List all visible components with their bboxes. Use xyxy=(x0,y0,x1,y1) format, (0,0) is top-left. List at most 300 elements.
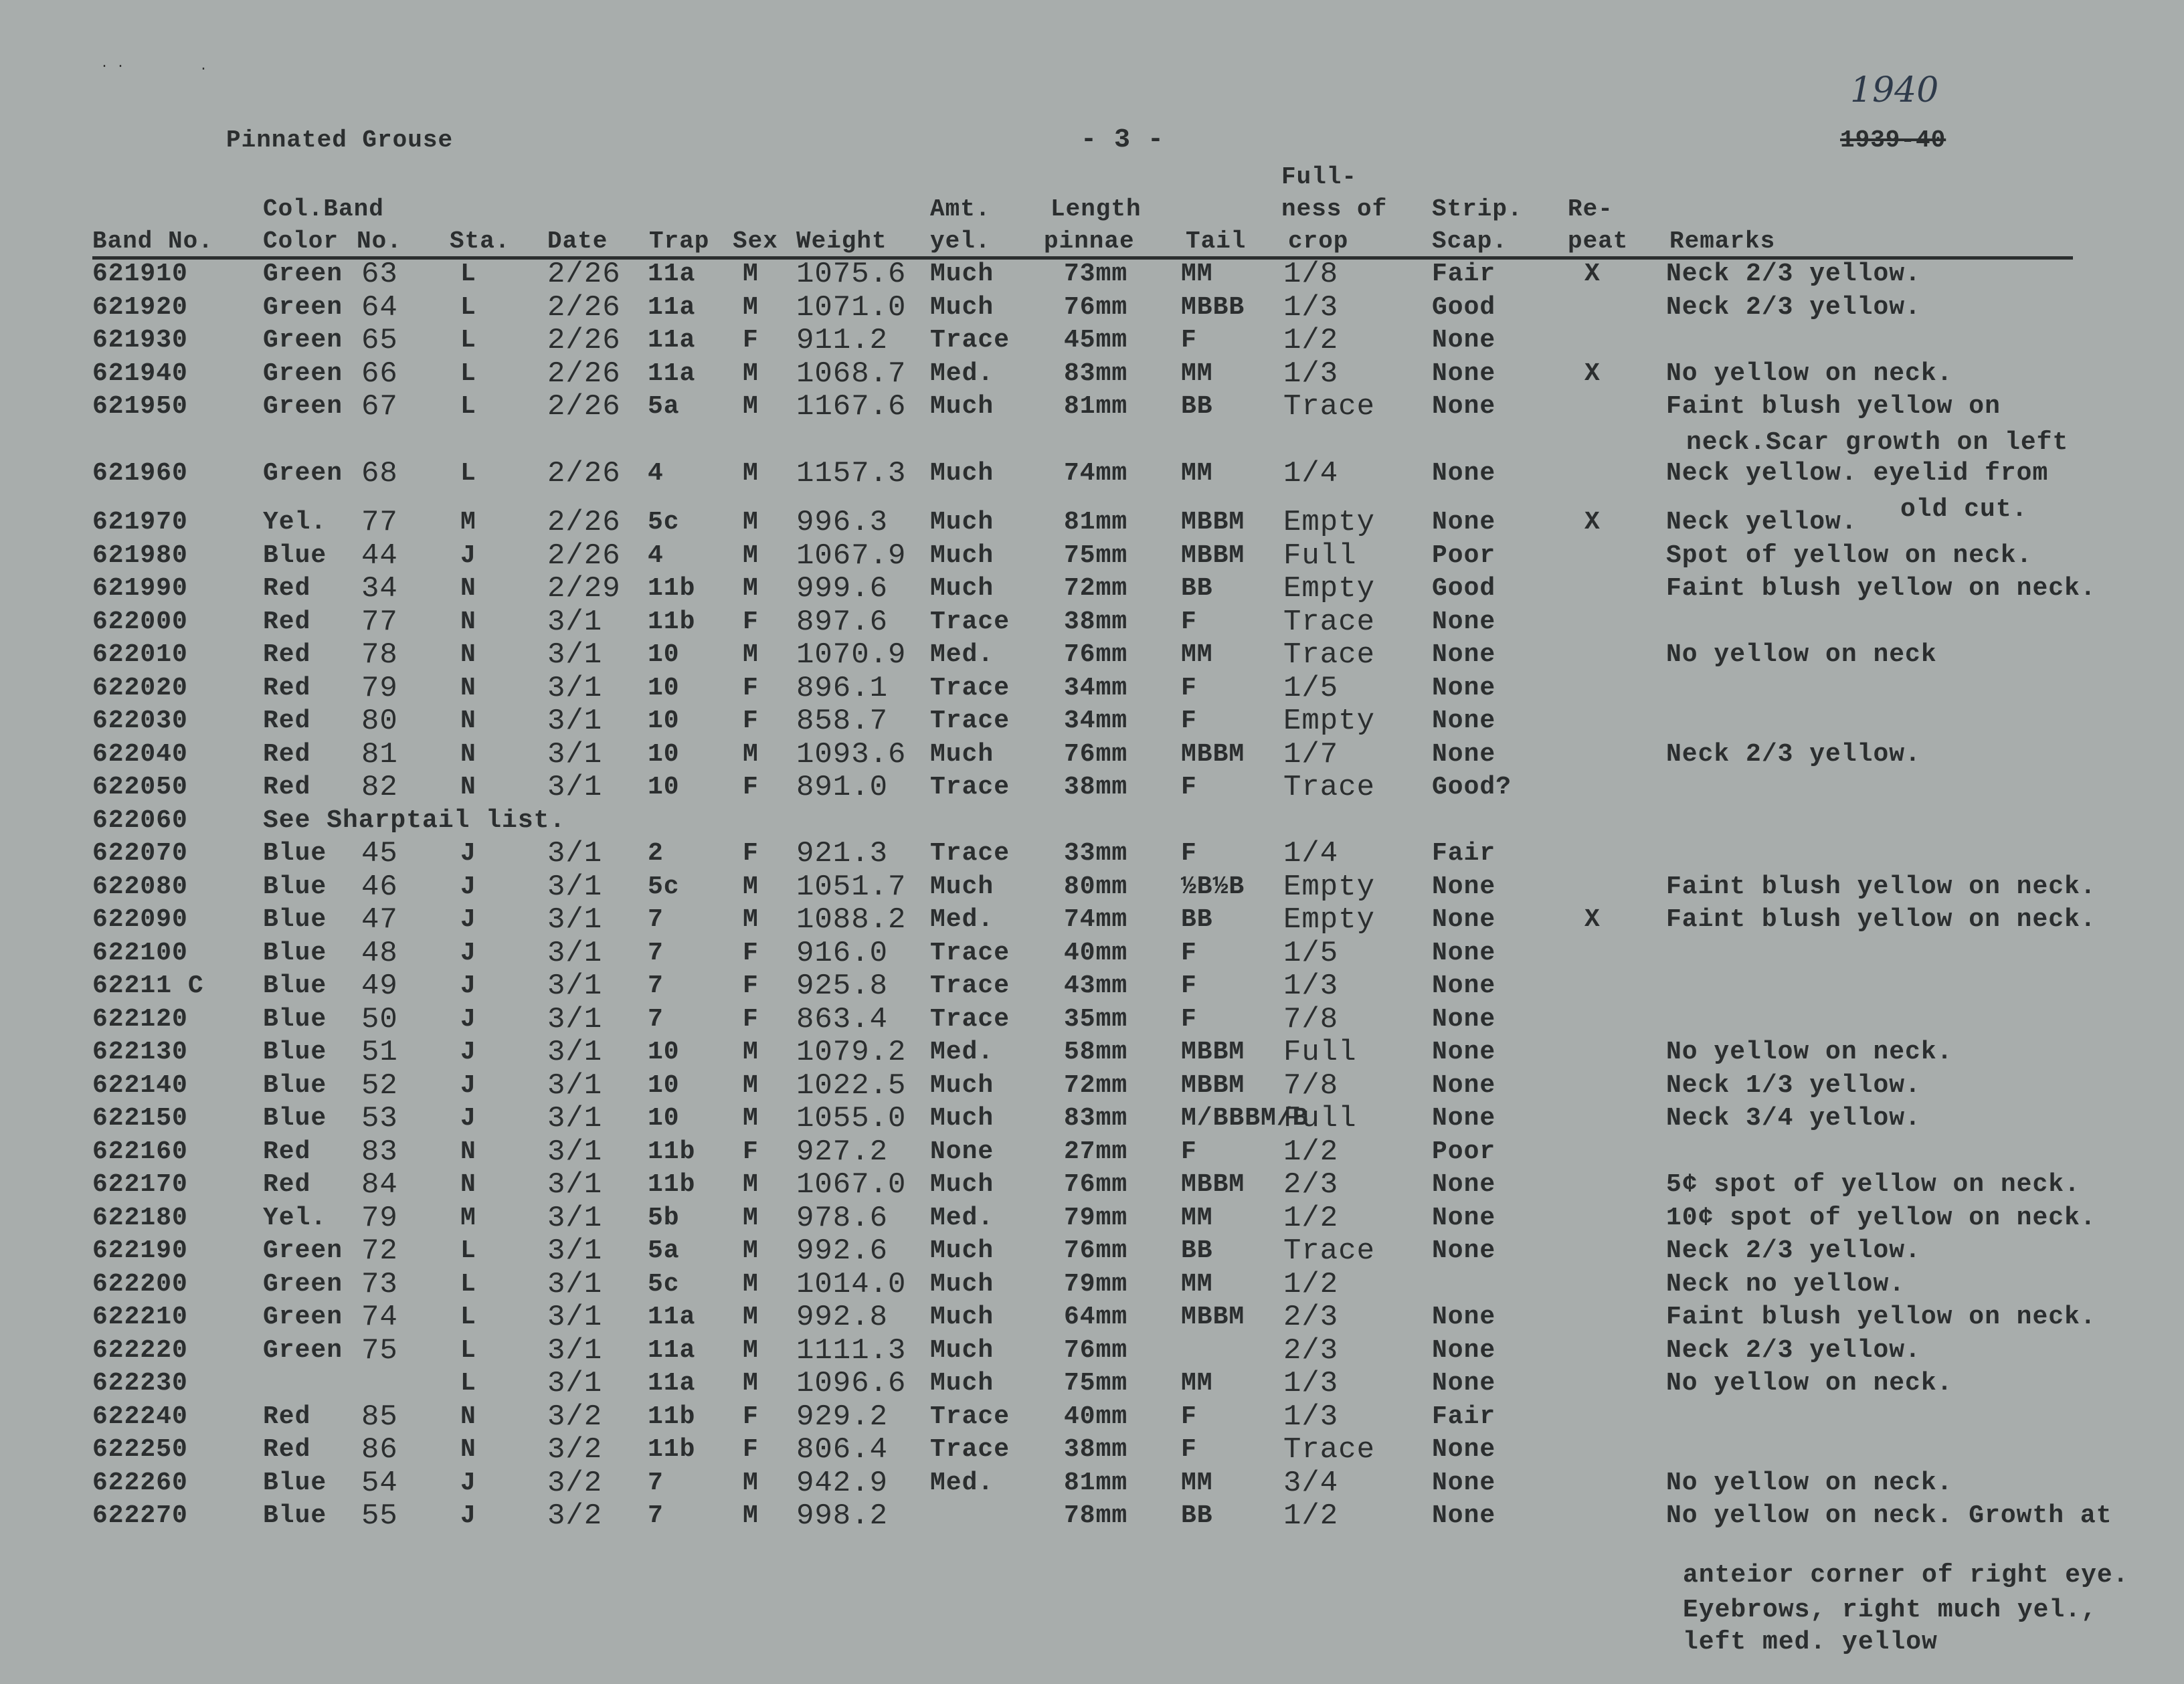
strip-scap: Good? xyxy=(1432,773,1512,802)
fullness-of-crop: 2/3 xyxy=(1283,1301,1339,1334)
fullness-of-crop: 1/2 xyxy=(1283,1499,1339,1533)
tail: MBBB xyxy=(1181,292,1245,322)
tail: F xyxy=(1181,607,1197,636)
repeat-mark: X xyxy=(1584,260,1601,288)
band-number: 622240 xyxy=(92,1402,188,1431)
band-number: 622130 xyxy=(92,1038,188,1066)
date: 3/1 xyxy=(547,837,603,870)
station: M xyxy=(460,508,476,537)
amount-yellow: Trace xyxy=(930,326,1010,355)
tail: BB xyxy=(1181,1236,1213,1265)
tail: F xyxy=(1181,1435,1197,1464)
station: J xyxy=(460,1004,476,1034)
length-pinnae: 74mm xyxy=(1064,459,1128,488)
band-color: Red xyxy=(263,1435,311,1464)
table-row xyxy=(0,1168,2184,1202)
remarks: Faint blush yellow on neck. xyxy=(1666,872,2096,901)
date: 3/1 xyxy=(547,969,603,1003)
table-row xyxy=(0,1400,2184,1434)
trap: 11b xyxy=(648,1402,696,1431)
band-color: Blue xyxy=(263,1104,327,1133)
band-color-number: 55 xyxy=(361,1499,398,1533)
station: N xyxy=(460,707,476,735)
station: L xyxy=(460,392,476,421)
tail: MBBM xyxy=(1181,739,1245,769)
band-color-number: 74 xyxy=(361,1301,398,1334)
tail: BB xyxy=(1181,392,1213,421)
band-number: 621980 xyxy=(92,541,188,570)
band-color-number: 79 xyxy=(361,1201,398,1235)
fullness-of-crop: Trace xyxy=(1283,1234,1376,1268)
tail: F xyxy=(1181,1137,1197,1166)
date: 3/1 xyxy=(547,903,603,937)
length-pinnae: 38mm xyxy=(1064,1435,1128,1464)
band-color: Blue xyxy=(263,872,327,901)
sex: M xyxy=(743,1468,759,1497)
amount-yellow: Much xyxy=(930,1303,994,1331)
length-pinnae: 81mm xyxy=(1064,392,1128,421)
table-row xyxy=(0,1135,2184,1169)
amount-yellow: Much xyxy=(930,392,994,421)
amount-yellow: Trace xyxy=(930,773,1010,802)
weight: 806.4 xyxy=(796,1433,889,1467)
station: J xyxy=(460,872,476,901)
remarks: Neck yellow. xyxy=(1666,508,1857,537)
tail: MM xyxy=(1181,359,1213,388)
band-color: Blue xyxy=(263,839,327,868)
table-row xyxy=(0,837,2184,870)
sex: M xyxy=(743,541,759,570)
band-number: 622000 xyxy=(92,607,188,636)
station: J xyxy=(460,1468,476,1497)
strip-scap: Poor xyxy=(1432,1137,1496,1166)
tail: MBBM xyxy=(1181,541,1245,570)
band-color-number: 83 xyxy=(361,1135,398,1169)
length-pinnae: 78mm xyxy=(1064,1501,1128,1530)
sex: M xyxy=(743,260,759,288)
length-pinnae: 81mm xyxy=(1064,508,1128,537)
remark-continuation: left med. yellow xyxy=(1683,1628,1938,1657)
length-pinnae: 83mm xyxy=(1064,359,1128,388)
band-color-number: 72 xyxy=(361,1234,398,1268)
band-color: Blue xyxy=(263,1038,327,1066)
header-tail: Tail xyxy=(1186,227,1247,255)
trap: 11a xyxy=(648,326,696,355)
band-number: 622230 xyxy=(92,1369,188,1398)
length-pinnae: 40mm xyxy=(1064,1402,1128,1431)
fullness-of-crop: 1/7 xyxy=(1283,737,1339,771)
amount-yellow: Much xyxy=(930,459,994,488)
trap: 7 xyxy=(648,905,664,934)
weight: 911.2 xyxy=(796,324,889,357)
fullness-of-crop: Empty xyxy=(1283,572,1376,605)
station: J xyxy=(460,1104,476,1133)
header-ness-of: ness of xyxy=(1281,195,1388,223)
trap: 10 xyxy=(648,1104,680,1133)
date: 3/1 xyxy=(547,705,603,738)
band-color: Red xyxy=(263,574,311,603)
band-color: Red xyxy=(263,739,311,769)
length-pinnae: 64mm xyxy=(1064,1303,1128,1331)
weight: 996.3 xyxy=(796,506,889,539)
fullness-of-crop: 1/4 xyxy=(1283,457,1339,490)
table-row xyxy=(0,638,2184,672)
tail: F xyxy=(1181,773,1197,802)
table-row xyxy=(0,605,2184,639)
band-number: 622250 xyxy=(92,1435,188,1464)
amount-yellow: Much xyxy=(930,292,994,322)
sex: M xyxy=(743,1170,759,1199)
band-number: 622260 xyxy=(92,1468,188,1497)
table-row xyxy=(0,937,2184,970)
remarks: Faint blush yellow on xyxy=(1666,392,2001,421)
fullness-of-crop: 1/2 xyxy=(1283,1135,1339,1169)
amount-yellow: Much xyxy=(930,872,994,901)
band-color-number: 79 xyxy=(361,671,398,705)
amount-yellow: Trace xyxy=(930,1004,1010,1034)
trap: 10 xyxy=(648,640,680,669)
trap: 4 xyxy=(648,541,664,570)
remarks: 5¢ spot of yellow on neck. xyxy=(1666,1170,2080,1199)
band-number: 622090 xyxy=(92,905,188,934)
amount-yellow: Trace xyxy=(930,971,1010,1000)
weight: 858.7 xyxy=(796,705,889,738)
trap: 5a xyxy=(648,392,680,421)
table-row xyxy=(0,1202,2184,1235)
trap: 11a xyxy=(648,359,696,388)
fullness-of-crop: 1/5 xyxy=(1283,671,1339,705)
trap: 10 xyxy=(648,739,680,769)
length-pinnae: 40mm xyxy=(1064,938,1128,967)
band-color-number: 51 xyxy=(361,1036,398,1069)
station: L xyxy=(460,1236,476,1265)
date: 3/1 xyxy=(547,870,603,904)
table-row xyxy=(0,1334,2184,1368)
weight: 1088.2 xyxy=(796,903,907,937)
band-color: Green xyxy=(263,260,343,288)
tail: MBBM xyxy=(1181,508,1245,537)
strip-scap: None xyxy=(1432,872,1496,901)
fullness-of-crop: 3/4 xyxy=(1283,1466,1339,1500)
date: 2/26 xyxy=(547,457,621,490)
trap: 11a xyxy=(648,1303,696,1331)
station: N xyxy=(460,739,476,769)
tail: F xyxy=(1181,326,1197,355)
band-number: 621990 xyxy=(92,574,188,603)
strip-scap: None xyxy=(1432,1501,1496,1530)
length-pinnae: 43mm xyxy=(1064,971,1128,1000)
sex: M xyxy=(743,459,759,488)
strip-scap: None xyxy=(1432,508,1496,537)
sex: F xyxy=(743,839,759,868)
repeat-mark: X xyxy=(1584,359,1601,388)
band-color-number: 44 xyxy=(361,539,398,573)
length-pinnae: 80mm xyxy=(1064,872,1128,901)
amount-yellow: Much xyxy=(930,574,994,603)
tail: F xyxy=(1181,1402,1197,1431)
fullness-of-crop: 1/2 xyxy=(1283,1201,1339,1235)
fullness-of-crop: 1/2 xyxy=(1283,324,1339,357)
date: 3/2 xyxy=(547,1433,603,1467)
table-row xyxy=(0,291,2184,324)
table-row xyxy=(0,457,2184,490)
strip-scap: None xyxy=(1432,1170,1496,1199)
station: L xyxy=(460,359,476,388)
sex: M xyxy=(743,1203,759,1232)
band-number: 622020 xyxy=(92,673,188,703)
station: J xyxy=(460,1070,476,1100)
tail: F xyxy=(1181,839,1197,868)
station: L xyxy=(460,1369,476,1398)
tail: F xyxy=(1181,971,1197,1000)
sex: M xyxy=(743,392,759,421)
station: L xyxy=(460,1335,476,1365)
table-row xyxy=(0,870,2184,904)
tail: MM xyxy=(1181,1468,1213,1497)
station: J xyxy=(460,971,476,1000)
trap: 5c xyxy=(648,508,680,537)
band-number: 621970 xyxy=(92,508,188,537)
length-pinnae: 75mm xyxy=(1064,541,1128,570)
amount-yellow: Trace xyxy=(930,938,1010,967)
remark-continuation: neck.Scar growth on left xyxy=(1686,428,2069,457)
date: 2/26 xyxy=(547,357,621,391)
length-pinnae: 72mm xyxy=(1064,574,1128,603)
length-pinnae: 33mm xyxy=(1064,839,1128,868)
header-no: No. xyxy=(357,227,402,255)
band-color: Blue xyxy=(263,971,327,1000)
trap: 10 xyxy=(648,773,680,802)
table-row xyxy=(0,324,2184,357)
length-pinnae: 34mm xyxy=(1064,673,1128,703)
band-color: Green xyxy=(263,1303,343,1331)
band-color-number: 48 xyxy=(361,936,398,970)
date: 3/1 xyxy=(547,1367,603,1400)
strip-scap: None xyxy=(1432,673,1496,703)
amount-yellow: Trace xyxy=(930,707,1010,735)
station: L xyxy=(460,326,476,355)
sex: F xyxy=(743,773,759,802)
sex: M xyxy=(743,1038,759,1066)
strip-scap: None xyxy=(1432,1236,1496,1265)
remarks: No yellow on neck. xyxy=(1666,1468,1953,1497)
date: 3/1 xyxy=(547,771,603,804)
weight: 897.6 xyxy=(796,605,889,639)
weight: 999.6 xyxy=(796,572,889,605)
amount-yellow: Med. xyxy=(930,1468,994,1497)
length-pinnae: 76mm xyxy=(1064,1170,1128,1199)
weight: 998.2 xyxy=(796,1499,889,1533)
trap: 11a xyxy=(648,1335,696,1365)
fullness-of-crop: 1/3 xyxy=(1283,357,1339,391)
band-number: 622030 xyxy=(92,707,188,735)
strip-scap: None xyxy=(1432,1335,1496,1365)
strip-scap: None xyxy=(1432,1435,1496,1464)
band-color-number: 78 xyxy=(361,638,398,672)
fullness-of-crop: Empty xyxy=(1283,506,1376,539)
remarks: Neck 1/3 yellow. xyxy=(1666,1070,1921,1100)
weight: 916.0 xyxy=(796,936,889,970)
strip-scap: None xyxy=(1432,905,1496,934)
remarks: Neck no yellow. xyxy=(1666,1269,1906,1299)
date: 2/26 xyxy=(547,258,621,291)
header-fullness: Full- xyxy=(1281,163,1358,191)
remarks: Faint blush yellow on neck. xyxy=(1666,1303,2096,1331)
band-color: Green xyxy=(263,1269,343,1299)
band-color: Blue xyxy=(263,1468,327,1497)
station: N xyxy=(460,640,476,669)
station: N xyxy=(460,1137,476,1166)
length-pinnae: 79mm xyxy=(1064,1203,1128,1232)
fullness-of-crop: 1/5 xyxy=(1283,936,1339,970)
remarks: Neck 2/3 yellow. xyxy=(1666,1236,1921,1265)
remark-continuation: old cut. xyxy=(1900,495,2028,524)
strip-scap: None xyxy=(1432,326,1496,355)
sex: M xyxy=(743,359,759,388)
trap: 11b xyxy=(648,574,696,603)
band-number: 622060 xyxy=(92,806,188,835)
remarks: Faint blush yellow on neck. xyxy=(1666,574,2096,603)
trap: 7 xyxy=(648,1004,664,1034)
page-number: - 3 - xyxy=(1081,125,1165,155)
station: N xyxy=(460,1435,476,1464)
band-color-number: 85 xyxy=(361,1400,398,1434)
sex: M xyxy=(743,508,759,537)
table-row xyxy=(0,506,2184,539)
band-color: Green xyxy=(263,1335,343,1365)
table-row xyxy=(0,1036,2184,1069)
tail: M/BBBM/B xyxy=(1181,1104,1309,1133)
length-pinnae: 38mm xyxy=(1064,773,1128,802)
strip-scap: None xyxy=(1432,707,1496,735)
weight: 1067.9 xyxy=(796,539,907,573)
table-row xyxy=(0,672,2184,705)
length-pinnae: 83mm xyxy=(1064,1104,1128,1133)
trap: 2 xyxy=(648,839,664,868)
fullness-of-crop: 1/3 xyxy=(1283,290,1339,324)
remarks: Faint blush yellow on neck. xyxy=(1666,905,2096,934)
weight: 925.8 xyxy=(796,969,889,1003)
date: 3/2 xyxy=(547,1400,603,1434)
sex: M xyxy=(743,1335,759,1365)
date: 2/26 xyxy=(547,324,621,357)
weight: 1096.6 xyxy=(796,1367,907,1400)
table-row xyxy=(0,258,2184,291)
table-row xyxy=(0,969,2184,1003)
band-number: 622080 xyxy=(92,872,188,901)
band-color: Yel. xyxy=(263,508,327,537)
trap: 11a xyxy=(648,1369,696,1398)
trap: 5c xyxy=(648,872,680,901)
length-pinnae: 35mm xyxy=(1064,1004,1128,1034)
table-row xyxy=(0,804,2184,838)
length-pinnae: 76mm xyxy=(1064,292,1128,322)
length-pinnae: 34mm xyxy=(1064,707,1128,735)
strip-scap: None xyxy=(1432,1070,1496,1100)
trap: 10 xyxy=(648,673,680,703)
table-row xyxy=(0,738,2184,771)
tail: F xyxy=(1181,707,1197,735)
sex: M xyxy=(743,1269,759,1299)
weight: 942.9 xyxy=(796,1466,889,1500)
date: 3/1 xyxy=(547,1301,603,1334)
station: L xyxy=(460,260,476,288)
band-color: Blue xyxy=(263,1004,327,1034)
weight: 978.6 xyxy=(796,1201,889,1235)
weight: 1157.3 xyxy=(796,457,907,490)
remarks: No yellow on neck. xyxy=(1666,1038,1953,1066)
weight: 1111.3 xyxy=(796,1333,907,1368)
length-pinnae: 38mm xyxy=(1064,607,1128,636)
fullness-of-crop: Trace xyxy=(1283,1433,1376,1467)
tail: ½B½B xyxy=(1181,872,1245,901)
band-number: 62211 C xyxy=(92,971,204,1000)
table-row xyxy=(0,572,2184,605)
tail: MBBM xyxy=(1181,1070,1245,1100)
amount-yellow: Trace xyxy=(930,839,1010,868)
strip-scap: None xyxy=(1432,938,1496,967)
date: 2/29 xyxy=(547,572,621,605)
band-color: Green xyxy=(263,326,343,355)
band-color: Blue xyxy=(263,541,327,570)
remarks: Neck 2/3 yellow. xyxy=(1666,260,1921,288)
band-color: Blue xyxy=(263,905,327,934)
date: 3/1 xyxy=(547,605,603,639)
band-color: Green xyxy=(263,1236,343,1265)
header-length: Length xyxy=(1051,195,1142,223)
header-crop: crop xyxy=(1288,227,1349,255)
amount-yellow: Med. xyxy=(930,640,994,669)
band-color-number: 52 xyxy=(361,1068,398,1103)
date: 3/1 xyxy=(547,1168,603,1202)
date: 3/1 xyxy=(547,1234,603,1268)
band-number: 622190 xyxy=(92,1236,188,1265)
length-pinnae: 79mm xyxy=(1064,1269,1128,1299)
band-color: Blue xyxy=(263,1070,327,1100)
remarks: Neck 2/3 yellow. xyxy=(1666,739,1921,769)
band-color: Red xyxy=(263,640,311,669)
date: 3/2 xyxy=(547,1466,603,1500)
header-weight: Weight xyxy=(796,227,887,255)
table-row xyxy=(0,1499,2184,1533)
station: L xyxy=(460,1269,476,1299)
sex: M xyxy=(743,739,759,769)
fullness-of-crop: Empty xyxy=(1283,705,1376,738)
year-handwritten: 1940 xyxy=(1850,70,1939,110)
amount-yellow: Trace xyxy=(930,1435,1010,1464)
trap: 11b xyxy=(648,607,696,636)
remarks: 10¢ spot of yellow on neck. xyxy=(1666,1203,2096,1232)
remark-continuation: Eyebrows, right much yel., xyxy=(1683,1596,2097,1624)
station: N xyxy=(460,607,476,636)
fullness-of-crop: 7/8 xyxy=(1283,1002,1339,1036)
station: N xyxy=(460,1170,476,1199)
fullness-of-crop: Trace xyxy=(1283,771,1376,804)
band-color: Green xyxy=(263,359,343,388)
table-row xyxy=(0,771,2184,804)
length-pinnae: 76mm xyxy=(1064,739,1128,769)
header-trap: Trap xyxy=(649,227,710,255)
weight: 929.2 xyxy=(796,1400,889,1434)
sex: M xyxy=(743,574,759,603)
band-color: Red xyxy=(263,773,311,802)
band-color: Red xyxy=(263,1137,311,1166)
header-peat: peat xyxy=(1568,227,1629,255)
sex: F xyxy=(743,673,759,703)
paper-speck: · xyxy=(199,62,208,77)
fullness-of-crop: 1/2 xyxy=(1283,1267,1339,1301)
band-number: 622010 xyxy=(92,640,188,669)
